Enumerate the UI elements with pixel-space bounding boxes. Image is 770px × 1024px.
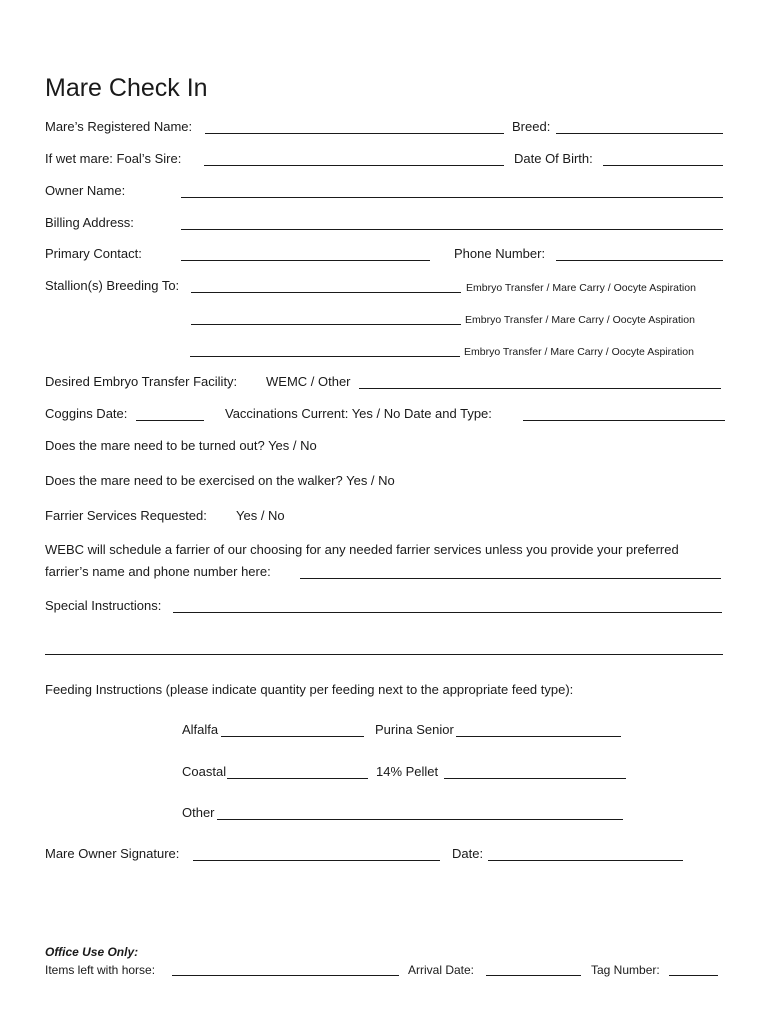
special-instructions-label: Special Instructions: <box>45 598 162 613</box>
stallion-line-3[interactable] <box>190 356 460 357</box>
farrier-contact-line[interactable] <box>300 578 721 579</box>
stallion-line-1[interactable] <box>191 292 461 293</box>
farrier-note-line-1: WEBC will schedule a farrier of our choosing for any needed farrier services unless you provide your preferred <box>45 542 679 557</box>
registered-name-label: Mare’s Registered Name: <box>45 119 193 134</box>
foals-sire-line[interactable] <box>204 165 504 166</box>
stallion-line-2[interactable] <box>191 324 461 325</box>
coggins-date-label: Coggins Date: <box>45 406 128 421</box>
alfalfa-label: Alfalfa <box>182 722 219 737</box>
owner-name-label: Owner Name: <box>45 183 126 198</box>
other-feed-line[interactable] <box>217 819 623 820</box>
stallion-options-1: Embryo Transfer / Mare Carry / Oocyte Aspiration <box>466 282 696 294</box>
embryo-facility-line[interactable] <box>359 388 721 389</box>
other-feed-label: Other <box>182 805 215 820</box>
pellet-label: 14% Pellet <box>376 764 439 779</box>
owner-name-line[interactable] <box>181 197 723 198</box>
tag-number-line[interactable] <box>669 975 718 976</box>
billing-address-line[interactable] <box>181 229 723 230</box>
embryo-facility-options: WEMC / Other <box>266 374 351 389</box>
coggins-date-line[interactable] <box>136 420 204 421</box>
phone-number-label: Phone Number: <box>454 246 546 261</box>
farrier-services-label: Farrier Services Requested: <box>45 508 207 523</box>
alfalfa-line[interactable] <box>221 736 364 737</box>
primary-contact-line[interactable] <box>181 260 430 261</box>
breed-line[interactable] <box>556 133 723 134</box>
foals-sire-label: If wet mare: Foal’s Sire: <box>45 151 182 166</box>
feeding-instructions-label: Feeding Instructions (please indicate quantity per feeding next to the appropriate feed type): <box>45 682 574 697</box>
farrier-note-line-2: farrier’s name and phone number here: <box>45 564 271 579</box>
owner-signature-line[interactable] <box>193 860 440 861</box>
vaccinations-label: Vaccinations Current: Yes / No Date and Type: <box>225 406 492 421</box>
date-of-birth-line[interactable] <box>603 165 723 166</box>
tag-number-label: Tag Number: <box>591 963 660 977</box>
signature-date-line[interactable] <box>488 860 683 861</box>
embryo-facility-label: Desired Embryo Transfer Facility: <box>45 374 238 389</box>
coastal-label: Coastal <box>182 764 227 779</box>
primary-contact-label: Primary Contact: <box>45 246 142 261</box>
date-of-birth-label: Date Of Birth: <box>514 151 593 166</box>
stallion-options-2: Embryo Transfer / Mare Carry / Oocyte Aspiration <box>465 314 695 326</box>
office-use-heading: Office Use Only: <box>45 945 139 959</box>
breed-label: Breed: <box>512 119 551 134</box>
items-left-label: Items left with horse: <box>45 963 156 977</box>
arrival-date-line[interactable] <box>486 975 581 976</box>
pellet-line[interactable] <box>444 778 626 779</box>
billing-address-label: Billing Address: <box>45 215 134 230</box>
owner-signature-label: Mare Owner Signature: <box>45 846 180 861</box>
stallion-options-3: Embryo Transfer / Mare Carry / Oocyte Aspiration <box>464 346 694 358</box>
stallion-breeding-label: Stallion(s) Breeding To: <box>45 278 180 293</box>
signature-date-label: Date: <box>452 846 484 861</box>
items-left-line[interactable] <box>172 975 399 976</box>
farrier-services-options: Yes / No <box>236 508 285 523</box>
form-title: Mare Check In <box>45 74 208 102</box>
purina-senior-line[interactable] <box>456 736 621 737</box>
coastal-line[interactable] <box>227 778 368 779</box>
phone-number-line[interactable] <box>556 260 723 261</box>
special-instructions-line-1[interactable] <box>173 612 722 613</box>
arrival-date-label: Arrival Date: <box>408 963 475 977</box>
purina-senior-label: Purina Senior <box>375 722 454 737</box>
special-instructions-line-2[interactable] <box>45 654 723 655</box>
vaccinations-line[interactable] <box>523 420 725 421</box>
turned-out-question: Does the mare need to be turned out? Yes / No <box>45 438 317 453</box>
registered-name-line[interactable] <box>205 133 504 134</box>
walker-question: Does the mare need to be exercised on the walker? Yes / No <box>45 473 395 488</box>
